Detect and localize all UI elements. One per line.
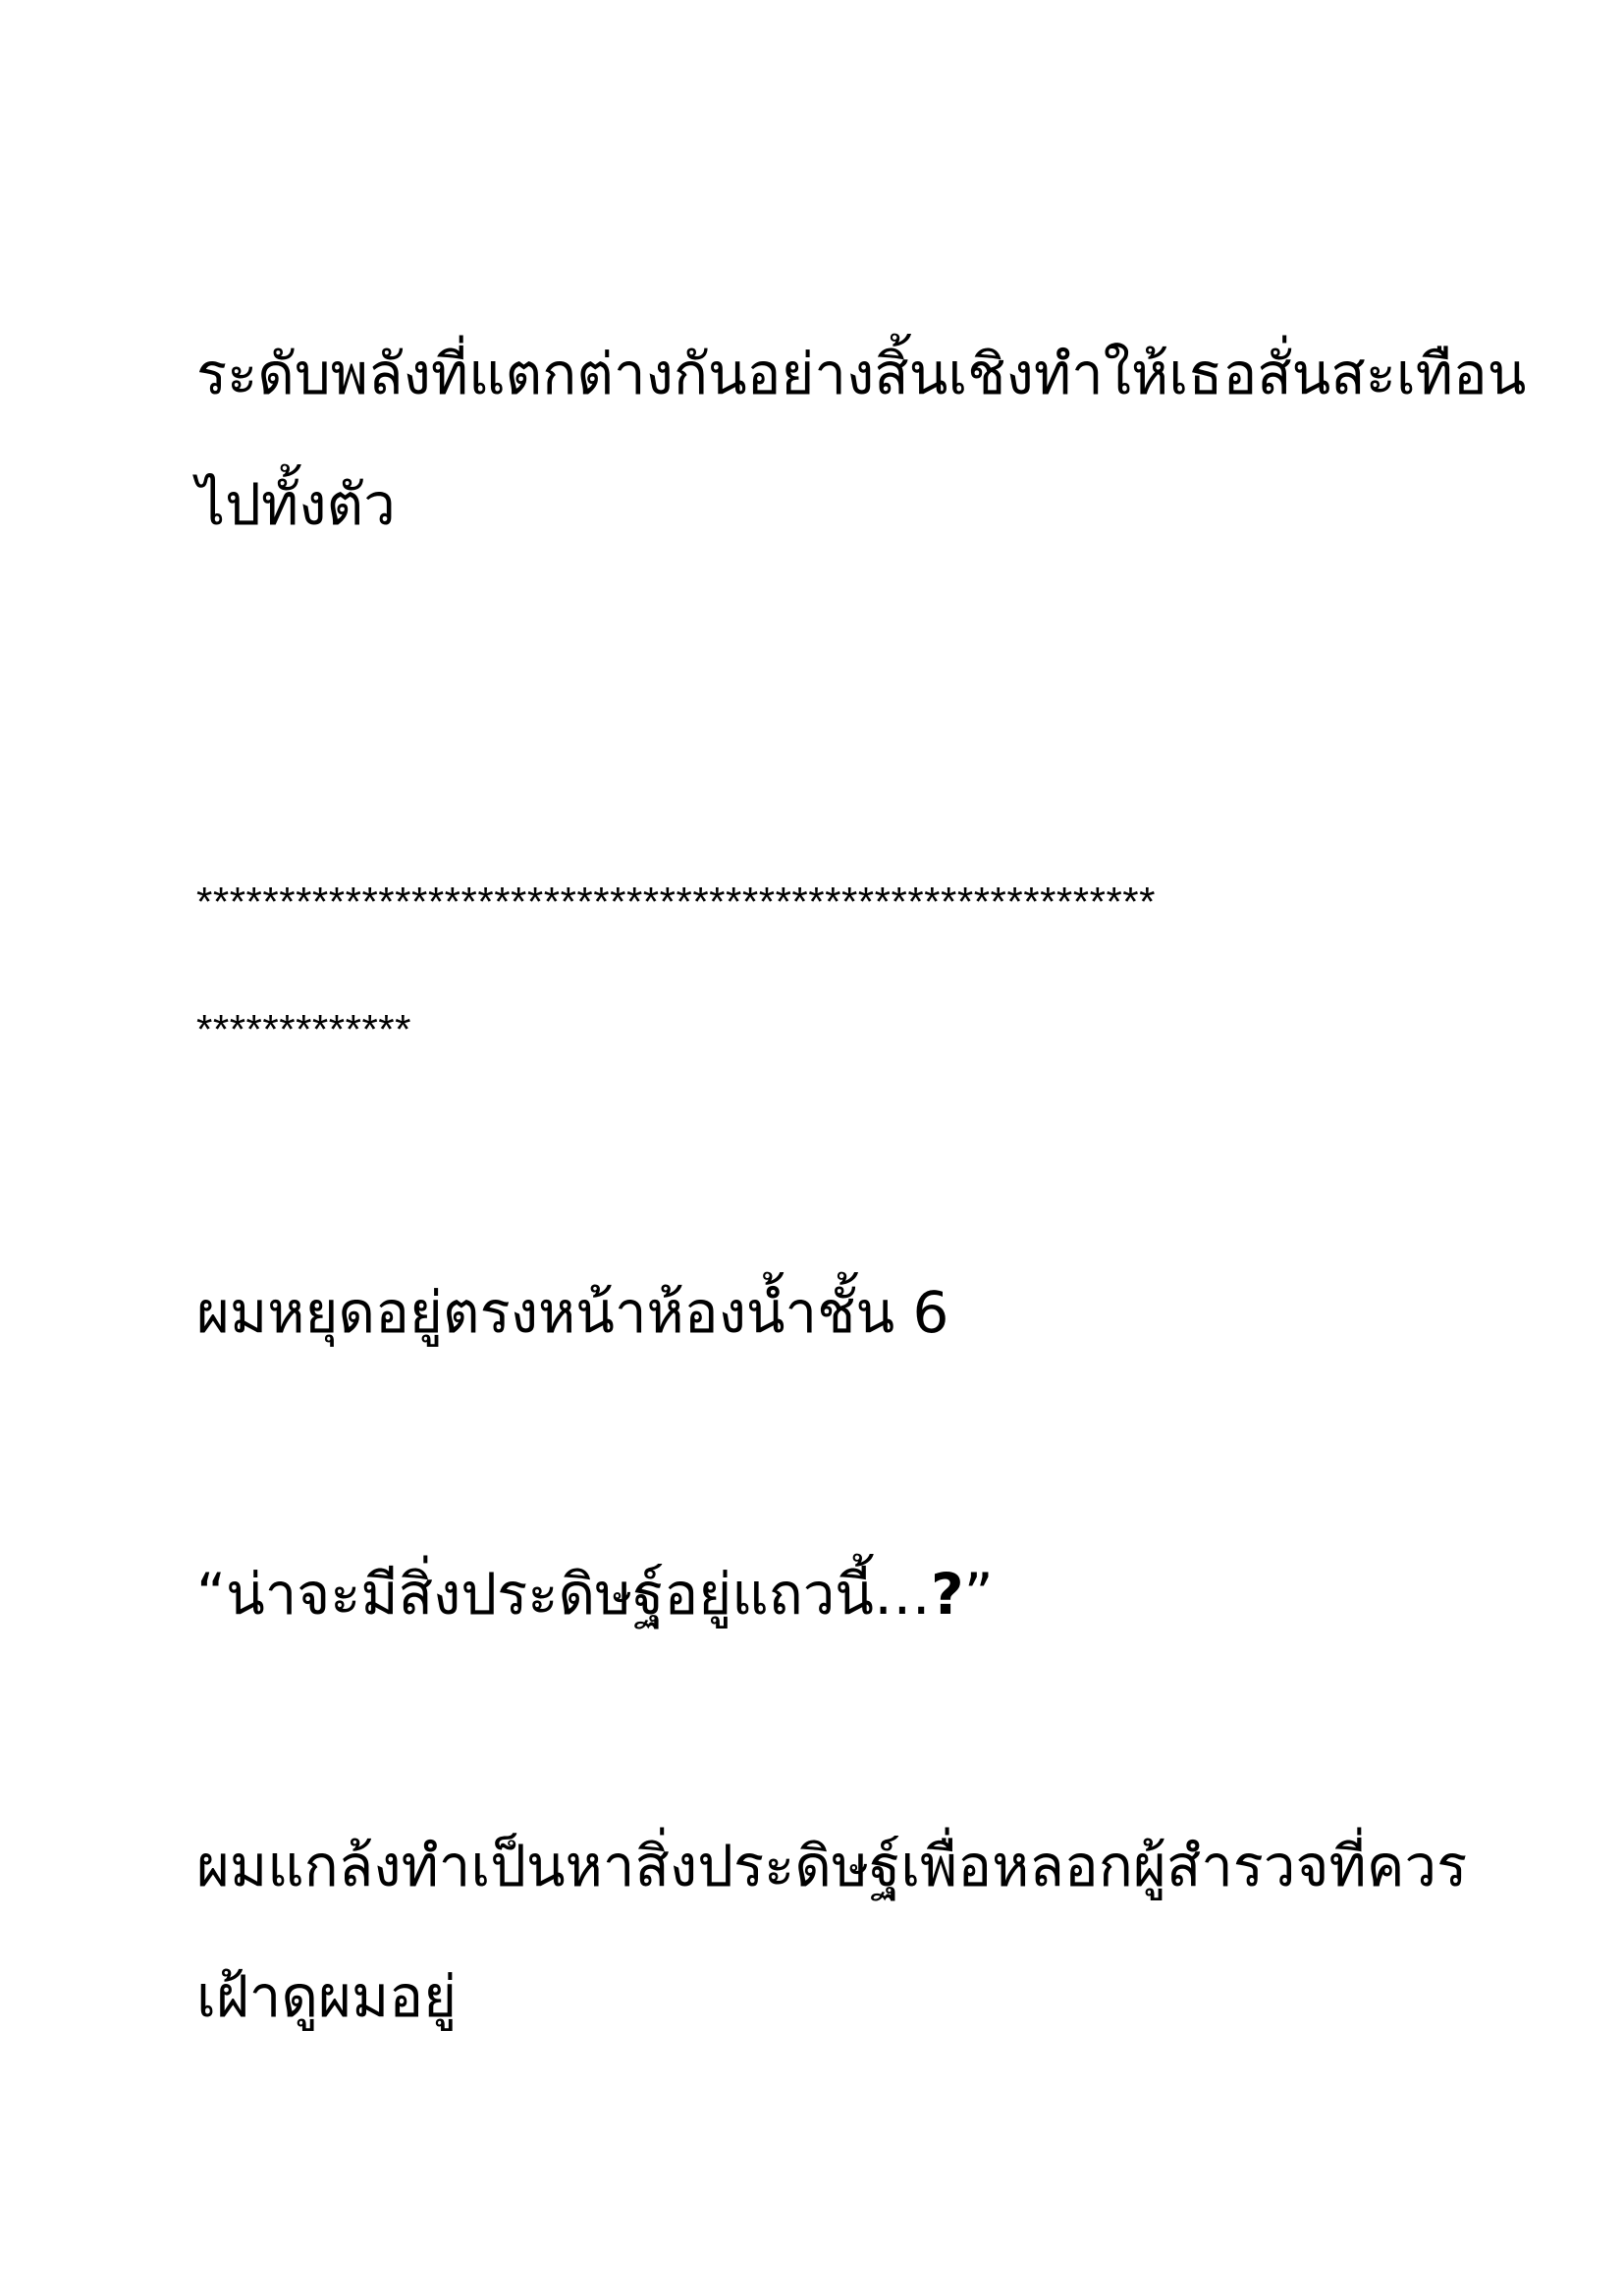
scene-separator-line-1: ********************************************************** — [196, 879, 1156, 925]
dialogue-open-quote: “ — [196, 1561, 227, 1628]
dialogue-text: น่าจะมีสิ่งประดิษฐ์อยู่แถวนี้… — [226, 1561, 931, 1628]
paragraph-4-line-1: ผมแกล้งทำเป็นหาสิ่งประดิษฐ์เพื่อหลอกผู้สำรวจที่ควร — [196, 1833, 1468, 1899]
scene-separator-line-2: ************* — [196, 1006, 411, 1052]
paragraph-1-line-1: ระดับพลังที่แตกต่างกันอย่างสิ้นเชิงทำให้เธอสั่นสะเทือน — [196, 341, 1527, 407]
dialogue-question-mark: ? — [930, 1561, 964, 1628]
paragraph-1-line-2: ไปทั้งตัว — [196, 471, 396, 538]
paragraph-4-line-2: เฝ้าดูผมอยู่ — [196, 1963, 458, 2030]
paragraph-2-line-1: ผมหยุดอยู่ตรงหน้าห้องน้ำชั้น 6 — [196, 1279, 949, 1346]
dialogue-close-quote: ” — [963, 1561, 994, 1628]
dialogue-line — [196, 1561, 994, 1628]
